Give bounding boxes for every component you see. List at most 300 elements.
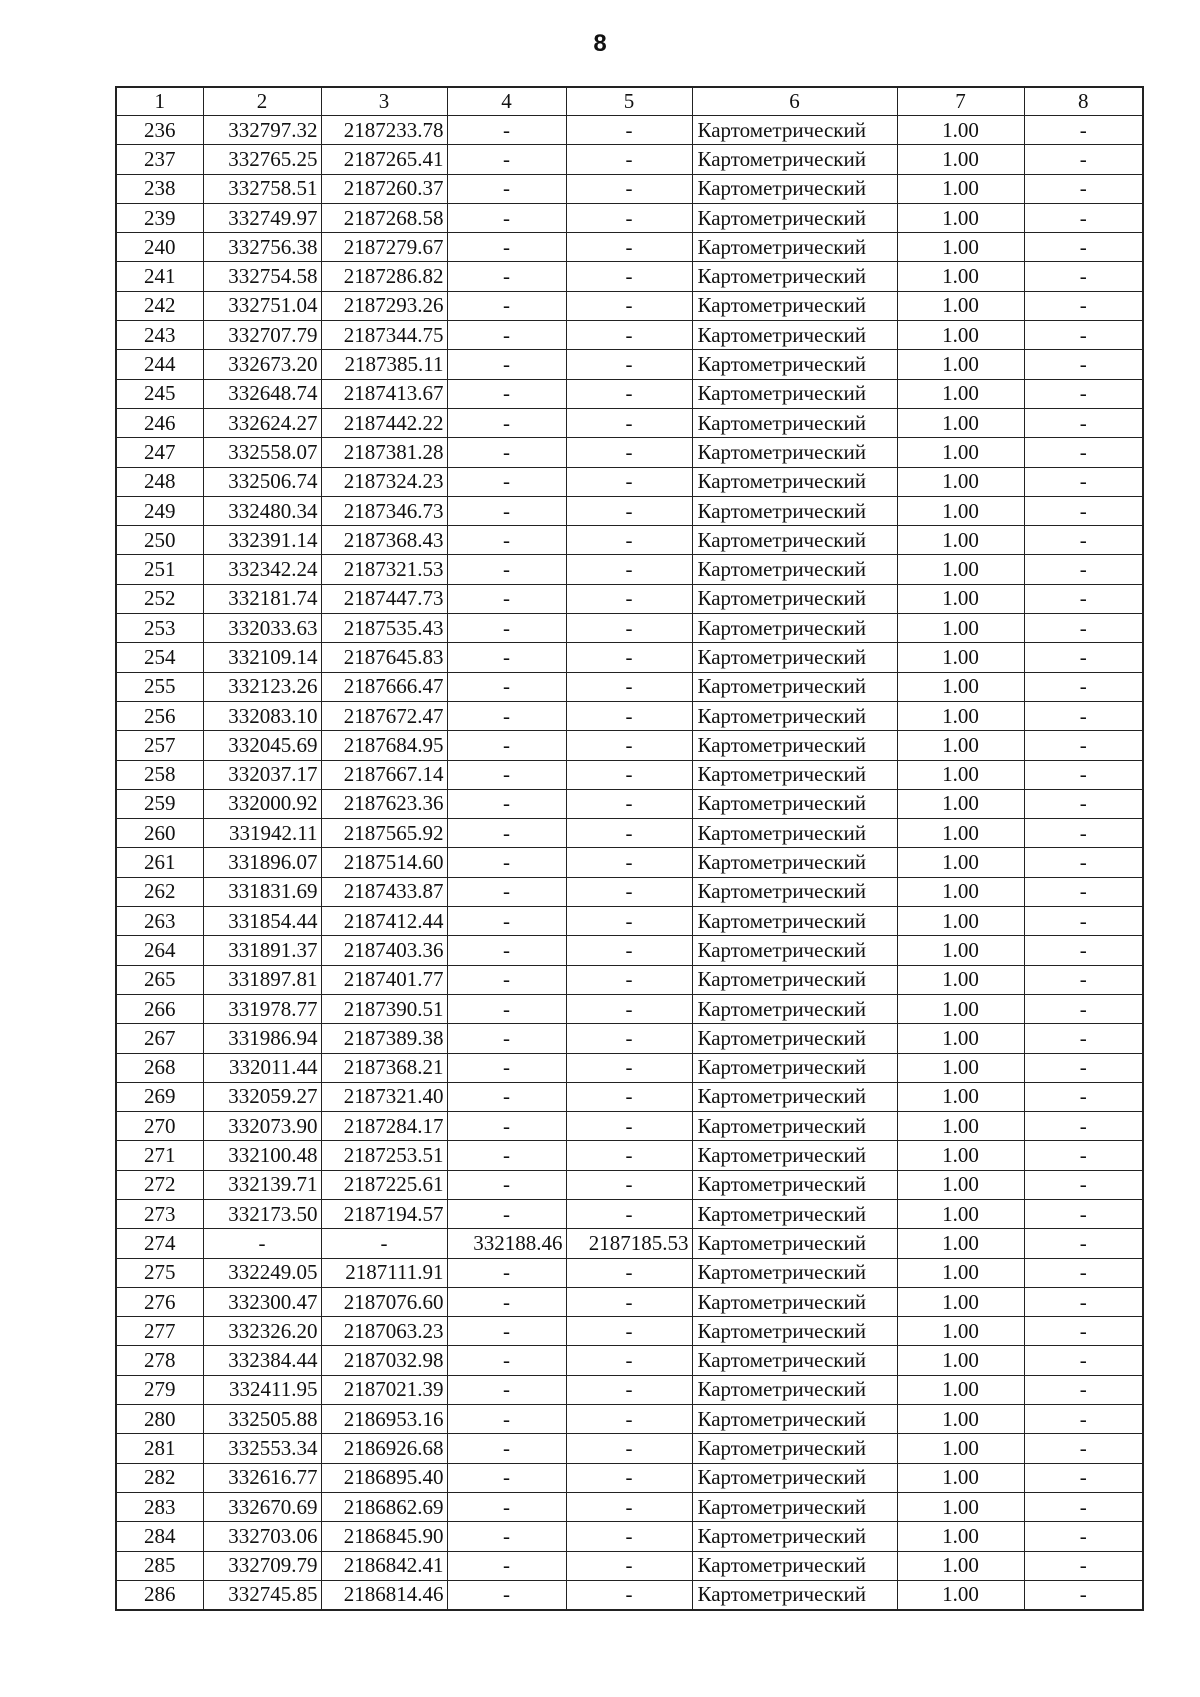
- point-number-cell: 266: [116, 994, 203, 1023]
- y-new-cell: -: [566, 408, 692, 437]
- x-new-cell: -: [447, 1580, 566, 1610]
- description-cell: -: [1024, 1317, 1143, 1346]
- table-row: [116, 408, 1143, 437]
- y-coordinate-cell: 2187344.75: [321, 321, 447, 350]
- accuracy-cell: 1.00: [897, 760, 1024, 789]
- table-row: [116, 145, 1143, 174]
- y-coordinate-cell: 2186845.90: [321, 1522, 447, 1551]
- y-new-cell: -: [566, 1346, 692, 1375]
- y-coordinate-cell: 2187389.38: [321, 1024, 447, 1053]
- description-cell: -: [1024, 262, 1143, 291]
- accuracy-cell: 1.00: [897, 907, 1024, 936]
- table-row: [116, 350, 1143, 379]
- y-new-cell: -: [566, 1141, 692, 1170]
- method-cell: Картометрический: [692, 1551, 897, 1580]
- accuracy-cell: 1.00: [897, 1375, 1024, 1404]
- accuracy-cell: 1.00: [897, 203, 1024, 232]
- point-number-cell: 254: [116, 643, 203, 672]
- description-cell: -: [1024, 1112, 1143, 1141]
- y-coordinate-cell: 2187346.73: [321, 496, 447, 525]
- x-new-cell: -: [447, 1199, 566, 1228]
- description-cell: -: [1024, 1258, 1143, 1287]
- description-cell: -: [1024, 438, 1143, 467]
- description-cell: -: [1024, 672, 1143, 701]
- x-new-cell: -: [447, 1434, 566, 1463]
- x-new-cell: -: [447, 408, 566, 437]
- x-new-cell: -: [447, 1053, 566, 1082]
- point-number-cell: 247: [116, 438, 203, 467]
- y-coordinate-cell: 2186814.46: [321, 1580, 447, 1610]
- y-coordinate-cell: 2187321.53: [321, 555, 447, 584]
- accuracy-cell: 1.00: [897, 262, 1024, 291]
- accuracy-cell: 1.00: [897, 614, 1024, 643]
- column-header: 6: [692, 87, 897, 116]
- x-new-cell: -: [447, 936, 566, 965]
- x-new-cell: -: [447, 262, 566, 291]
- x-new-cell: -: [447, 877, 566, 906]
- y-new-cell: -: [566, 438, 692, 467]
- description-cell: -: [1024, 408, 1143, 437]
- point-number-cell: 284: [116, 1522, 203, 1551]
- x-new-cell: -: [447, 291, 566, 320]
- table-row: [116, 1317, 1143, 1346]
- table-row: [116, 291, 1143, 320]
- description-cell: -: [1024, 848, 1143, 877]
- x-coordinate-cell: 332673.20: [203, 350, 321, 379]
- accuracy-cell: 1.00: [897, 1522, 1024, 1551]
- point-number-cell: 282: [116, 1463, 203, 1492]
- y-coordinate-cell: 2186842.41: [321, 1551, 447, 1580]
- x-coordinate-cell: 332616.77: [203, 1463, 321, 1492]
- x-new-cell: -: [447, 789, 566, 818]
- method-cell: Картометрический: [692, 701, 897, 730]
- method-cell: Картометрический: [692, 1463, 897, 1492]
- x-new-cell: -: [447, 731, 566, 760]
- table-row: [116, 614, 1143, 643]
- method-cell: Картометрический: [692, 145, 897, 174]
- description-cell: -: [1024, 496, 1143, 525]
- point-number-cell: 286: [116, 1580, 203, 1610]
- x-new-cell: -: [447, 907, 566, 936]
- accuracy-cell: 1.00: [897, 116, 1024, 145]
- method-cell: Картометрический: [692, 1199, 897, 1228]
- accuracy-cell: 1.00: [897, 1141, 1024, 1170]
- x-coordinate-cell: 332139.71: [203, 1170, 321, 1199]
- x-coordinate-cell: 332391.14: [203, 526, 321, 555]
- x-new-cell: -: [447, 496, 566, 525]
- y-new-cell: -: [566, 584, 692, 613]
- page-number: 8: [593, 30, 607, 57]
- y-coordinate-cell: 2187063.23: [321, 1317, 447, 1346]
- accuracy-cell: 1.00: [897, 1317, 1024, 1346]
- y-coordinate-cell: 2187111.91: [321, 1258, 447, 1287]
- method-cell: Картометрический: [692, 584, 897, 613]
- y-coordinate-cell: 2186895.40: [321, 1463, 447, 1492]
- table-row: [116, 555, 1143, 584]
- x-new-cell: -: [447, 614, 566, 643]
- accuracy-cell: 1.00: [897, 1199, 1024, 1228]
- y-new-cell: -: [566, 614, 692, 643]
- table-row: [116, 1287, 1143, 1316]
- table-row: [116, 936, 1143, 965]
- y-coordinate-cell: 2187260.37: [321, 174, 447, 203]
- accuracy-cell: 1.00: [897, 467, 1024, 496]
- x-new-cell: -: [447, 1112, 566, 1141]
- description-cell: -: [1024, 701, 1143, 730]
- description-cell: -: [1024, 1199, 1143, 1228]
- x-coordinate-cell: 332558.07: [203, 438, 321, 467]
- x-coordinate-cell: 332648.74: [203, 379, 321, 408]
- y-new-cell: -: [566, 145, 692, 174]
- table-row: [116, 1346, 1143, 1375]
- point-number-cell: 256: [116, 701, 203, 730]
- y-new-cell: -: [566, 877, 692, 906]
- point-number-cell: 241: [116, 262, 203, 291]
- description-cell: -: [1024, 1522, 1143, 1551]
- x-coordinate-cell: 332707.79: [203, 321, 321, 350]
- method-cell: Картометрический: [692, 379, 897, 408]
- x-coordinate-cell: 332751.04: [203, 291, 321, 320]
- y-new-cell: -: [566, 1170, 692, 1199]
- accuracy-cell: 1.00: [897, 1112, 1024, 1141]
- y-new-cell: -: [566, 1287, 692, 1316]
- table-row: [116, 1024, 1143, 1053]
- x-coordinate-cell: 332553.34: [203, 1434, 321, 1463]
- point-number-cell: 242: [116, 291, 203, 320]
- y-coordinate-cell: 2187672.47: [321, 701, 447, 730]
- y-new-cell: -: [566, 672, 692, 701]
- x-coordinate-cell: 332411.95: [203, 1375, 321, 1404]
- x-new-cell: -: [447, 526, 566, 555]
- point-number-cell: 273: [116, 1199, 203, 1228]
- x-new-cell: -: [447, 1258, 566, 1287]
- point-number-cell: 236: [116, 116, 203, 145]
- column-header: 1: [116, 87, 203, 116]
- table-row: [116, 262, 1143, 291]
- y-coordinate-cell: 2187293.26: [321, 291, 447, 320]
- point-number-cell: 281: [116, 1434, 203, 1463]
- x-coordinate-cell: 332045.69: [203, 731, 321, 760]
- description-cell: -: [1024, 1024, 1143, 1053]
- column-header: 4: [447, 87, 566, 116]
- x-coordinate-cell: -: [203, 1229, 321, 1258]
- y-new-cell: -: [566, 1522, 692, 1551]
- point-number-cell: 267: [116, 1024, 203, 1053]
- method-cell: Картометрический: [692, 760, 897, 789]
- table-row: [116, 233, 1143, 262]
- x-new-cell: -: [447, 1287, 566, 1316]
- table-row: [116, 1580, 1143, 1610]
- point-number-cell: 259: [116, 789, 203, 818]
- description-cell: -: [1024, 1434, 1143, 1463]
- accuracy-cell: 1.00: [897, 789, 1024, 818]
- table-row: [116, 1463, 1143, 1492]
- y-coordinate-cell: 2187535.43: [321, 614, 447, 643]
- x-coordinate-cell: 332326.20: [203, 1317, 321, 1346]
- description-cell: -: [1024, 760, 1143, 789]
- method-cell: Картометрический: [692, 467, 897, 496]
- y-coordinate-cell: 2187032.98: [321, 1346, 447, 1375]
- y-new-cell: -: [566, 1463, 692, 1492]
- point-number-cell: 243: [116, 321, 203, 350]
- point-number-cell: 271: [116, 1141, 203, 1170]
- y-coordinate-cell: 2187645.83: [321, 643, 447, 672]
- y-coordinate-cell: 2187284.17: [321, 1112, 447, 1141]
- table-row: [116, 1170, 1143, 1199]
- x-coordinate-cell: 332000.92: [203, 789, 321, 818]
- table-row: [116, 1405, 1143, 1434]
- table-row: [116, 584, 1143, 613]
- y-coordinate-cell: 2187413.67: [321, 379, 447, 408]
- y-new-cell: -: [566, 379, 692, 408]
- y-new-cell: -: [566, 116, 692, 145]
- accuracy-cell: 1.00: [897, 1170, 1024, 1199]
- method-cell: Картометрический: [692, 907, 897, 936]
- y-new-cell: -: [566, 174, 692, 203]
- accuracy-cell: 1.00: [897, 643, 1024, 672]
- x-new-cell: -: [447, 672, 566, 701]
- x-new-cell: -: [447, 467, 566, 496]
- point-number-cell: 263: [116, 907, 203, 936]
- point-number-cell: 253: [116, 614, 203, 643]
- x-coordinate-cell: 332100.48: [203, 1141, 321, 1170]
- x-new-cell: -: [447, 1463, 566, 1492]
- y-new-cell: -: [566, 936, 692, 965]
- x-new-cell: -: [447, 965, 566, 994]
- point-number-cell: 248: [116, 467, 203, 496]
- description-cell: -: [1024, 174, 1143, 203]
- table-row: [116, 1141, 1143, 1170]
- method-cell: Картометрический: [692, 496, 897, 525]
- y-coordinate-cell: 2187433.87: [321, 877, 447, 906]
- accuracy-cell: 1.00: [897, 1434, 1024, 1463]
- description-cell: -: [1024, 789, 1143, 818]
- y-coordinate-cell: 2187684.95: [321, 731, 447, 760]
- x-new-cell: -: [447, 555, 566, 584]
- table-row: [116, 1492, 1143, 1521]
- point-number-cell: 260: [116, 819, 203, 848]
- x-coordinate-cell: 332342.24: [203, 555, 321, 584]
- accuracy-cell: 1.00: [897, 1024, 1024, 1053]
- y-coordinate-cell: 2187194.57: [321, 1199, 447, 1228]
- table-row: [116, 819, 1143, 848]
- point-number-cell: 237: [116, 145, 203, 174]
- x-coordinate-cell: 332059.27: [203, 1082, 321, 1111]
- description-cell: -: [1024, 614, 1143, 643]
- method-cell: Картометрический: [692, 526, 897, 555]
- x-new-cell: -: [447, 643, 566, 672]
- y-coordinate-cell: 2186953.16: [321, 1405, 447, 1434]
- point-number-cell: 252: [116, 584, 203, 613]
- y-new-cell: -: [566, 233, 692, 262]
- method-cell: Картометрический: [692, 965, 897, 994]
- point-number-cell: 283: [116, 1492, 203, 1521]
- accuracy-cell: 1.00: [897, 496, 1024, 525]
- point-number-cell: 255: [116, 672, 203, 701]
- accuracy-cell: 1.00: [897, 584, 1024, 613]
- description-cell: -: [1024, 291, 1143, 320]
- accuracy-cell: 1.00: [897, 672, 1024, 701]
- table-row: [116, 1199, 1143, 1228]
- column-header: 2: [203, 87, 321, 116]
- accuracy-cell: 1.00: [897, 1346, 1024, 1375]
- x-new-cell: -: [447, 1492, 566, 1521]
- point-number-cell: 249: [116, 496, 203, 525]
- accuracy-cell: 1.00: [897, 994, 1024, 1023]
- y-coordinate-cell: 2187623.36: [321, 789, 447, 818]
- point-number-cell: 264: [116, 936, 203, 965]
- y-new-cell: -: [566, 321, 692, 350]
- table-row: [116, 965, 1143, 994]
- method-cell: Картометрический: [692, 1287, 897, 1316]
- y-coordinate-cell: 2187390.51: [321, 994, 447, 1023]
- accuracy-cell: 1.00: [897, 1053, 1024, 1082]
- y-new-cell: -: [566, 1405, 692, 1434]
- x-new-cell: -: [447, 116, 566, 145]
- description-cell: -: [1024, 877, 1143, 906]
- y-new-cell: -: [566, 760, 692, 789]
- description-cell: -: [1024, 1405, 1143, 1434]
- description-cell: -: [1024, 819, 1143, 848]
- y-coordinate-cell: 2187381.28: [321, 438, 447, 467]
- x-new-cell: -: [447, 174, 566, 203]
- y-new-cell: -: [566, 467, 692, 496]
- table-row: [116, 907, 1143, 936]
- table-row: [116, 1053, 1143, 1082]
- accuracy-cell: 1.00: [897, 408, 1024, 437]
- table-row: [116, 994, 1143, 1023]
- point-number-cell: 274: [116, 1229, 203, 1258]
- description-cell: -: [1024, 643, 1143, 672]
- description-cell: -: [1024, 584, 1143, 613]
- x-new-cell: -: [447, 994, 566, 1023]
- accuracy-cell: 1.00: [897, 877, 1024, 906]
- description-cell: -: [1024, 526, 1143, 555]
- point-number-cell: 269: [116, 1082, 203, 1111]
- method-cell: Картометрический: [692, 1053, 897, 1082]
- table-row: [116, 203, 1143, 232]
- accuracy-cell: 1.00: [897, 291, 1024, 320]
- accuracy-cell: 1.00: [897, 1551, 1024, 1580]
- accuracy-cell: 1.00: [897, 819, 1024, 848]
- x-new-cell: -: [447, 1170, 566, 1199]
- method-cell: Картометрический: [692, 848, 897, 877]
- description-cell: -: [1024, 1375, 1143, 1404]
- x-coordinate-cell: 331854.44: [203, 907, 321, 936]
- table-row: [116, 672, 1143, 701]
- x-new-cell: -: [447, 1405, 566, 1434]
- y-new-cell: -: [566, 1492, 692, 1521]
- y-new-cell: -: [566, 262, 692, 291]
- table-row: [116, 174, 1143, 203]
- method-cell: Картометрический: [692, 438, 897, 467]
- x-coordinate-cell: 332073.90: [203, 1112, 321, 1141]
- y-coordinate-cell: 2187279.67: [321, 233, 447, 262]
- x-coordinate-cell: 332754.58: [203, 262, 321, 291]
- x-new-cell: -: [447, 203, 566, 232]
- y-coordinate-cell: 2187225.61: [321, 1170, 447, 1199]
- method-cell: Картометрический: [692, 1317, 897, 1346]
- table-row: [116, 1375, 1143, 1404]
- x-new-cell: -: [447, 379, 566, 408]
- x-new-cell: -: [447, 350, 566, 379]
- point-number-cell: 251: [116, 555, 203, 584]
- description-cell: -: [1024, 233, 1143, 262]
- method-cell: Картометрический: [692, 731, 897, 760]
- description-cell: -: [1024, 1141, 1143, 1170]
- method-cell: Картометрический: [692, 1082, 897, 1111]
- y-coordinate-cell: 2187265.41: [321, 145, 447, 174]
- description-cell: -: [1024, 1170, 1143, 1199]
- point-number-cell: 272: [116, 1170, 203, 1199]
- method-cell: Картометрический: [692, 291, 897, 320]
- y-coordinate-cell: 2187401.77: [321, 965, 447, 994]
- description-cell: -: [1024, 1082, 1143, 1111]
- method-cell: Картометрический: [692, 1522, 897, 1551]
- method-cell: Картометрический: [692, 1229, 897, 1258]
- description-cell: -: [1024, 1229, 1143, 1258]
- column-header: 8: [1024, 87, 1143, 116]
- x-coordinate-cell: 332083.10: [203, 701, 321, 730]
- point-number-cell: 238: [116, 174, 203, 203]
- y-coordinate-cell: 2187268.58: [321, 203, 447, 232]
- x-coordinate-cell: 332703.06: [203, 1522, 321, 1551]
- y-new-cell: -: [566, 994, 692, 1023]
- y-coordinate-cell: 2187514.60: [321, 848, 447, 877]
- method-cell: Картометрический: [692, 789, 897, 818]
- y-coordinate-cell: 2187403.36: [321, 936, 447, 965]
- description-cell: -: [1024, 1346, 1143, 1375]
- x-coordinate-cell: 331942.11: [203, 819, 321, 848]
- description-cell: -: [1024, 994, 1143, 1023]
- y-new-cell: -: [566, 1024, 692, 1053]
- y-new-cell: -: [566, 1199, 692, 1228]
- point-number-cell: 270: [116, 1112, 203, 1141]
- table-row: [116, 877, 1143, 906]
- y-coordinate-cell: 2186926.68: [321, 1434, 447, 1463]
- x-coordinate-cell: 332624.27: [203, 408, 321, 437]
- y-coordinate-cell: 2186862.69: [321, 1492, 447, 1521]
- y-new-cell: -: [566, 1258, 692, 1287]
- point-number-cell: 262: [116, 877, 203, 906]
- method-cell: Картометрический: [692, 936, 897, 965]
- y-new-cell: -: [566, 1053, 692, 1082]
- method-cell: Картометрический: [692, 819, 897, 848]
- x-coordinate-cell: 332758.51: [203, 174, 321, 203]
- x-coordinate-cell: 332181.74: [203, 584, 321, 613]
- x-new-cell: -: [447, 1317, 566, 1346]
- accuracy-cell: 1.00: [897, 936, 1024, 965]
- y-new-cell: -: [566, 643, 692, 672]
- x-coordinate-cell: 332506.74: [203, 467, 321, 496]
- point-number-cell: 280: [116, 1405, 203, 1434]
- description-cell: -: [1024, 350, 1143, 379]
- table-row: [116, 379, 1143, 408]
- method-cell: Картометрический: [692, 555, 897, 584]
- column-header: 7: [897, 87, 1024, 116]
- point-number-cell: 245: [116, 379, 203, 408]
- y-new-cell: -: [566, 819, 692, 848]
- y-coordinate-cell: 2187412.44: [321, 907, 447, 936]
- x-new-cell: -: [447, 1551, 566, 1580]
- y-coordinate-cell: 2187233.78: [321, 116, 447, 145]
- y-coordinate-cell: 2187666.47: [321, 672, 447, 701]
- table-row: [116, 1551, 1143, 1580]
- x-new-cell: -: [447, 701, 566, 730]
- accuracy-cell: 1.00: [897, 848, 1024, 877]
- x-coordinate-cell: 332300.47: [203, 1287, 321, 1316]
- x-new-cell: -: [447, 848, 566, 877]
